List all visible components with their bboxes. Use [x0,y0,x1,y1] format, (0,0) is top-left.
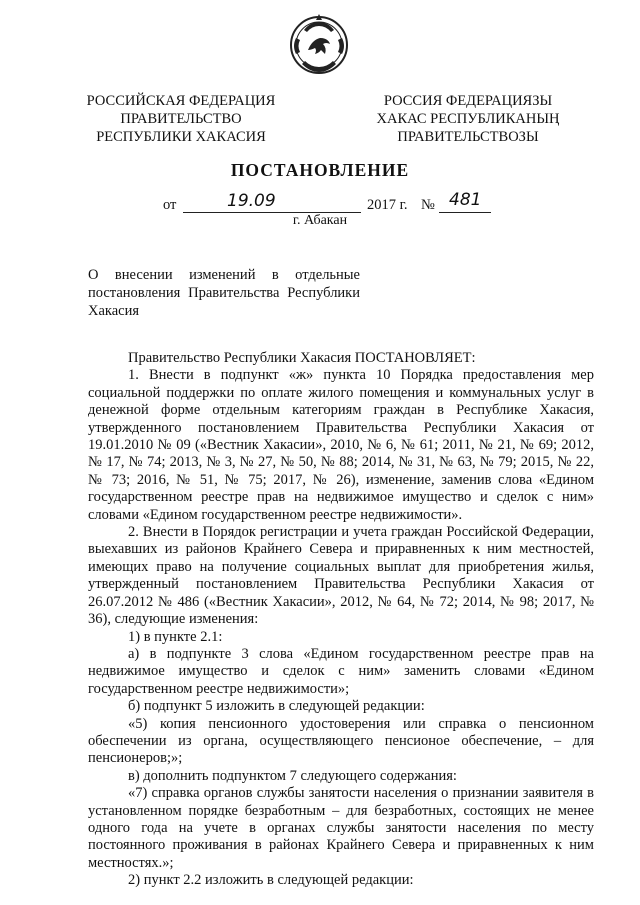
body-paragraph: 2. Внести в Порядок регистрации и учета граждан Российской Федерации, выехавших из районов Крайнего Севера и приравненных к ним местностей, имеющих право на получение социальных выплат для приобретения жилья, утвержденный постановлением Правительства Республики Хакасия от 26.07.2012 № 486 («Вестник Хакасии», 2012, № 64, № 72; 2014, № 98; 2017, № 36), следующие изменения: [88,524,594,628]
body-paragraph: «5) копия пенсионного удостоверения или справка о пенсионном обеспечении из органа, осуществляющего пенсионое обеспечение, – для пенсионеров;»; [88,715,594,767]
document-title: ПОСТАНОВЛЕНИЕ [230,160,410,180]
body-paragraph: б) подпункт 5 изложить в следующей редакции: [128,698,425,715]
header-right-block [368,92,568,146]
body-paragraph: 1) в пункте 2.1: [128,628,223,645]
date-handwritten: 19.09 [227,191,276,211]
header-left-line: ПРАВИТЕЛЬСТВО [120,111,242,127]
body-paragraph: Правительство Республики Хакасия ПОСТАНОВЛЯЕТ: [128,350,476,366]
date-number-line [163,190,493,215]
header-left-line: РЕСПУБЛИКИ ХАКАСИЯ [96,129,266,145]
body-paragraph: 2) пункт 2.2 изложить в следующей редакции: [128,872,414,889]
header-right-line: ХАКАС РЕСПУБЛИКАНЫҢ [376,111,560,127]
body-paragraph: в) дополнить подпунктом 7 следующего содержания: [128,767,457,784]
header-left-line: РОССИЙСКАЯ ФЕДЕРАЦИЯ [86,93,276,109]
year-label: 2017 г. [367,197,408,213]
date-from-label: от [163,197,177,213]
body-paragraph: «7) справка органов службы занятости населения о признании заявителя в установленном порядке безработным – для безработных, состоящих не менее одного года на учете в органах службы занятости населения по месту постоянного проживания в районах Крайнего Севера и приравненных к ним местностях.»; [88,785,594,871]
body-paragraph: а) в подпункте 3 слова «Едином государственном реестре прав на недвижимое имущество и сделок с ним» заменить словами «Едином государственном реестре недвижимости»; [88,645,594,697]
document-subject: О внесении изменений в отдельные постановления Правительства Республики Хакасия [88,267,360,319]
number-label: № [421,197,435,213]
header-right-line: РОССИЯ ФЕДЕРАЦИЯЗЫ [383,93,553,109]
body-paragraph: 1. Внести в подпункт «ж» пункта 10 Порядка предоставления мер социальной поддержки по оплате жилого помещения и коммунальных услуг в денежной форме отдельным категориям граждан в Республике Хакасия, утвержденного постановлением Правительства Республики Хакасия от 19.01.2010 № 09 («Вестник Хакасии», 2010, № 6, № 61; 2011, № 21, № 69; 2012, № 17, № 74; 2013, № 3, № 27, № 50, № 88; 2014, № 31, № 63, № 79; 2015, № 22, № 73; 2016, № 51, № 75; 2017, № 26), изменение, заменив слова «Едином государственном реестре прав на недвижимое имущество и сделок с ним» словами «Едином государственном реестре недвижимости». [88,367,594,523]
coat-of-arms-icon [288,12,350,76]
header-left-block [86,92,276,146]
document-body [88,350,594,890]
number-handwritten: 481 [449,190,482,210]
city-label: г. Абакан [292,213,348,228]
header-right-line: ПРАВИТЕЛЬСТВОЗЫ [397,129,539,145]
